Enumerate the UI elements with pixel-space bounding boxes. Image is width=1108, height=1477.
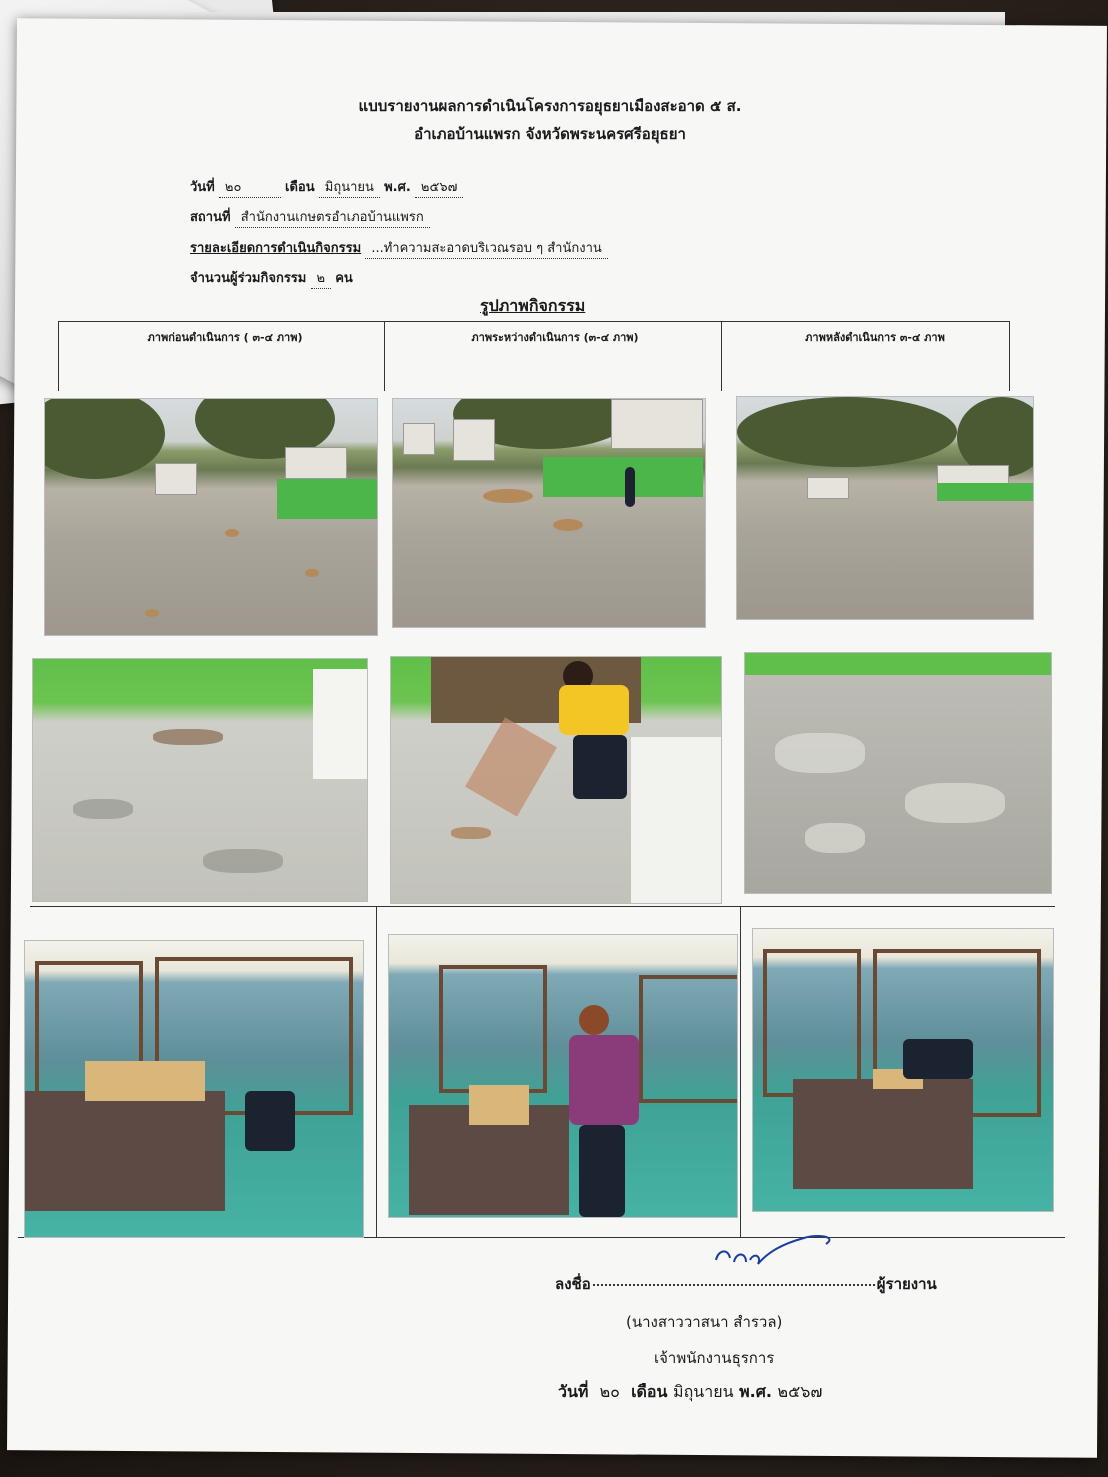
grid-col-divider-3	[376, 906, 377, 1238]
photo-before-office	[24, 940, 364, 1238]
footer-date-label: วันที่	[558, 1382, 589, 1401]
column-header-during: ภาพระหว่างดำเนินการ (๓-๔ ภาพ)	[471, 331, 639, 344]
place-label: สถานที่	[190, 210, 231, 225]
signature-dots	[593, 1284, 875, 1286]
participants-unit: คน	[335, 271, 353, 286]
year-label: พ.ศ.	[384, 180, 411, 195]
signer-name: (นางสาววาสนา สำรวล)	[626, 1313, 783, 1331]
signer-position: เจ้าพนักงานธุรการ	[654, 1349, 775, 1367]
photo-during-yard	[392, 398, 706, 628]
detail-field	[190, 237, 608, 259]
footer-date	[558, 1380, 822, 1405]
grid-col-divider-1	[384, 321, 385, 391]
column-header-before: ภาพก่อนดำเนินการ ( ๓-๔ ภาพ)	[147, 331, 303, 344]
report-title	[250, 92, 850, 148]
signature-line	[555, 1272, 937, 1296]
participants-value: ๒	[311, 267, 332, 289]
detail-label: รายละเอียดการดำเนินกิจกรรม	[190, 241, 362, 256]
grid-right-line	[1009, 321, 1010, 391]
footer-year-value: ๒๕๖๗	[777, 1382, 823, 1401]
date-label: วันที่	[190, 180, 215, 195]
photo-during-floor	[390, 656, 722, 904]
title-line-1: แบบรายงานผลการดำเนินโครงการอยุธยาเมืองสะอาด ๕ ส.	[358, 97, 742, 115]
grid-left-line	[58, 321, 59, 391]
participants-label: จำนวนผู้ร่วมกิจกรรม	[190, 271, 307, 286]
footer-month-label: เดือน	[631, 1382, 668, 1401]
photo-after-office	[752, 928, 1054, 1212]
grid-col-divider-2	[721, 321, 722, 391]
grid-row-line-2	[30, 906, 1055, 907]
place-field	[190, 206, 430, 228]
column-header-after: ภาพหลังดำเนินการ ๓-๔ ภาพ	[805, 331, 945, 344]
photo-after-yard	[736, 396, 1034, 620]
footer-date-day: ๒๐	[599, 1382, 620, 1401]
participants-field	[190, 267, 353, 289]
detail-value: ...ทำความสะอาดบริเวณรอบ ๆ สำนักงาน	[365, 237, 607, 259]
footer-year-label: พ.ศ.	[739, 1382, 772, 1401]
footer-month-value: มิถุนายน	[673, 1382, 734, 1401]
place-value: สำนักงานเกษตรอำเภอบ้านแพรก	[235, 206, 430, 228]
sign-role: ผู้รายงาน	[876, 1275, 937, 1293]
month-label: เดือน	[285, 180, 315, 195]
photo-before-yard	[44, 398, 378, 636]
title-line-2: อำเภอบ้านแพรก จังหวัดพระนครศรีอยุธยา	[414, 125, 686, 143]
year-value: ๒๕๖๗	[415, 176, 463, 198]
date-day: ๒๐	[219, 176, 281, 198]
handwritten-signature	[706, 1232, 846, 1272]
photo-during-office	[388, 934, 738, 1218]
month-value: มิถุนายน	[319, 176, 380, 198]
photo-before-floor	[32, 658, 368, 902]
date-field	[190, 176, 463, 198]
photo-after-floor	[744, 652, 1052, 894]
section-title: รูปภาพกิจกรรม	[480, 296, 586, 315]
grid-col-divider-4	[740, 906, 741, 1238]
sign-label: ลงชื่อ	[555, 1275, 591, 1293]
grid-top-line	[58, 321, 1010, 322]
